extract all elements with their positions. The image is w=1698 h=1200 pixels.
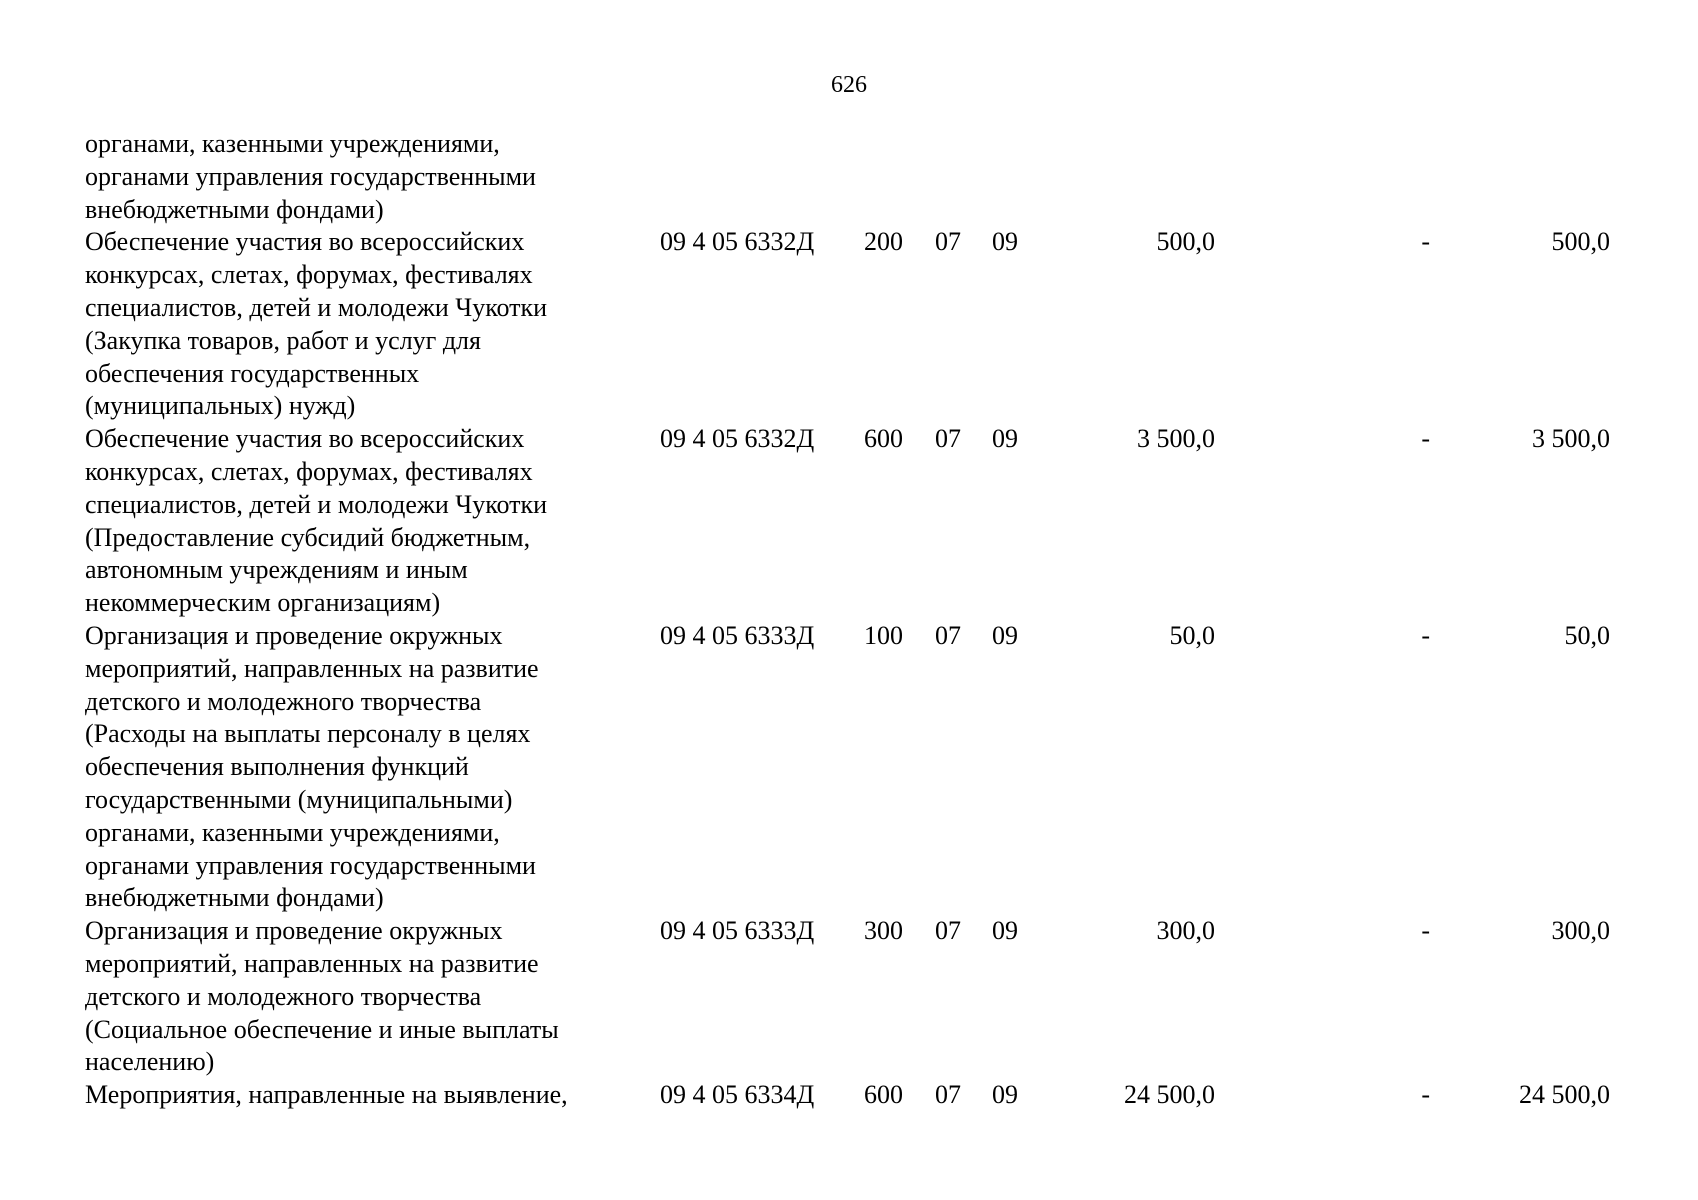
- expense-name-line: Организация и проведение окружных: [85, 916, 503, 946]
- expense-type-code: 300: [864, 916, 903, 946]
- expense-name: [85, 128, 660, 226]
- expense-name-line: автономным учреждениям и иным: [85, 555, 468, 585]
- table-row: [85, 620, 1610, 915]
- amount-value: 300,0: [1156, 916, 1215, 946]
- expense-name-line: органами управления государственными: [85, 161, 536, 191]
- section-code: 07: [935, 916, 961, 946]
- expense-name-line: внебюджетными фондами): [85, 883, 384, 913]
- subsection-code: [992, 128, 1052, 226]
- section-code: 07: [935, 424, 961, 454]
- total-value: [1430, 128, 1610, 226]
- subsection-code: 09: [992, 1080, 1018, 1110]
- total-value: 3 500,0: [1532, 424, 1610, 454]
- section-code: [935, 128, 992, 226]
- expense-name-line: конкурсах, слетах, форумах, фестивалях: [85, 456, 533, 486]
- expense-type-code: 200: [864, 227, 903, 257]
- expense-name-line: Мероприятия, направленные на выявление,: [85, 1080, 568, 1110]
- change-value: [1215, 128, 1430, 226]
- expense-name: [85, 423, 660, 620]
- expense-name-line: детского и молодежного творчества: [85, 686, 482, 716]
- expense-name-line: обеспечения государственных: [85, 358, 420, 388]
- expense-name-line: Обеспечение участия во всероссийских: [85, 424, 525, 454]
- budget-table: [85, 128, 1610, 1112]
- expense-name-line: мероприятий, направленных на развитие: [85, 948, 539, 978]
- amount-value: 24 500,0: [1124, 1080, 1215, 1110]
- table-row: [85, 128, 1610, 226]
- total-value: 50,0: [1564, 620, 1610, 650]
- expense-name-line: специалистов, детей и молодежи Чукотки: [85, 489, 548, 519]
- amount-value: 3 500,0: [1137, 424, 1215, 454]
- expense-name-line: государственными (муниципальными): [85, 784, 513, 814]
- expense-type-code: 600: [864, 1080, 903, 1110]
- expense-name-line: некоммерческим организациям): [85, 588, 441, 618]
- expense-name: [85, 620, 660, 915]
- change-value: -: [1421, 227, 1430, 257]
- expense-name-line: детского и молодежного творчества: [85, 981, 482, 1011]
- page-number: 626: [831, 72, 867, 98]
- expense-name-line: конкурсах, слетах, форумах, фестивалях: [85, 260, 533, 290]
- expense-name-line: населению): [85, 1047, 215, 1077]
- expense-name: [85, 1079, 660, 1112]
- change-value: -: [1421, 916, 1430, 946]
- expense-name-line: органами, казенными учреждениями,: [85, 129, 500, 158]
- total-value: 24 500,0: [1519, 1080, 1610, 1110]
- amount-value: 50,0: [1169, 620, 1215, 650]
- target-article-code: 09 4 05 6334Д: [660, 1080, 815, 1110]
- expense-name-line: (Социальное обеспечение и иные выплаты: [85, 1014, 559, 1044]
- expense-name-line: (муниципальных) нужд): [85, 391, 356, 421]
- table-body: [85, 128, 1610, 1112]
- section-code: 07: [935, 620, 961, 650]
- expense-name-line: внебюджетными фондами): [85, 194, 384, 224]
- subsection-code: 09: [992, 620, 1018, 650]
- total-value: 300,0: [1551, 916, 1610, 946]
- amount-value: 500,0: [1156, 227, 1215, 257]
- expense-name-line: (Закупка товаров, работ и услуг для: [85, 325, 481, 355]
- expense-name-line: мероприятий, направленных на развитие: [85, 653, 539, 683]
- table-row: [85, 915, 1610, 1079]
- expense-name-line: органами управления государственными: [85, 850, 536, 880]
- subsection-code: 09: [992, 424, 1018, 454]
- expense-name-line: (Предоставление субсидий бюджетным,: [85, 522, 531, 552]
- expense-name-line: Обеспечение участия во всероссийских: [85, 227, 525, 257]
- expense-name-line: специалистов, детей и молодежи Чукотки: [85, 292, 548, 322]
- expense-name-line: (Расходы на выплаты персоналу в целях: [85, 719, 531, 749]
- expense-name-line: Организация и проведение окружных: [85, 620, 503, 650]
- expense-name: [85, 915, 660, 1079]
- expense-type-code: [864, 128, 935, 226]
- expense-type-code: 100: [864, 620, 903, 650]
- total-value: 500,0: [1551, 227, 1610, 257]
- expense-name-line: органами, казенными учреждениями,: [85, 817, 500, 847]
- amount-value: [1052, 128, 1215, 226]
- table-row: [85, 423, 1610, 620]
- target-article-code: 09 4 05 6332Д: [660, 424, 815, 454]
- target-article-code: [660, 128, 864, 226]
- target-article-code: 09 4 05 6333Д: [660, 916, 815, 946]
- subsection-code: 09: [992, 916, 1018, 946]
- change-value: -: [1421, 1080, 1430, 1110]
- change-value: -: [1421, 620, 1430, 650]
- section-code: 07: [935, 1080, 961, 1110]
- expense-name-line: обеспечения выполнения функций: [85, 752, 469, 782]
- expense-name: [85, 226, 660, 423]
- change-value: -: [1421, 424, 1430, 454]
- expense-type-code: 600: [864, 424, 903, 454]
- section-code: 07: [935, 227, 961, 257]
- target-article-code: 09 4 05 6333Д: [660, 620, 815, 650]
- target-article-code: 09 4 05 6332Д: [660, 227, 815, 257]
- subsection-code: 09: [992, 227, 1018, 257]
- table-row: [85, 1079, 1610, 1112]
- table-row: [85, 226, 1610, 423]
